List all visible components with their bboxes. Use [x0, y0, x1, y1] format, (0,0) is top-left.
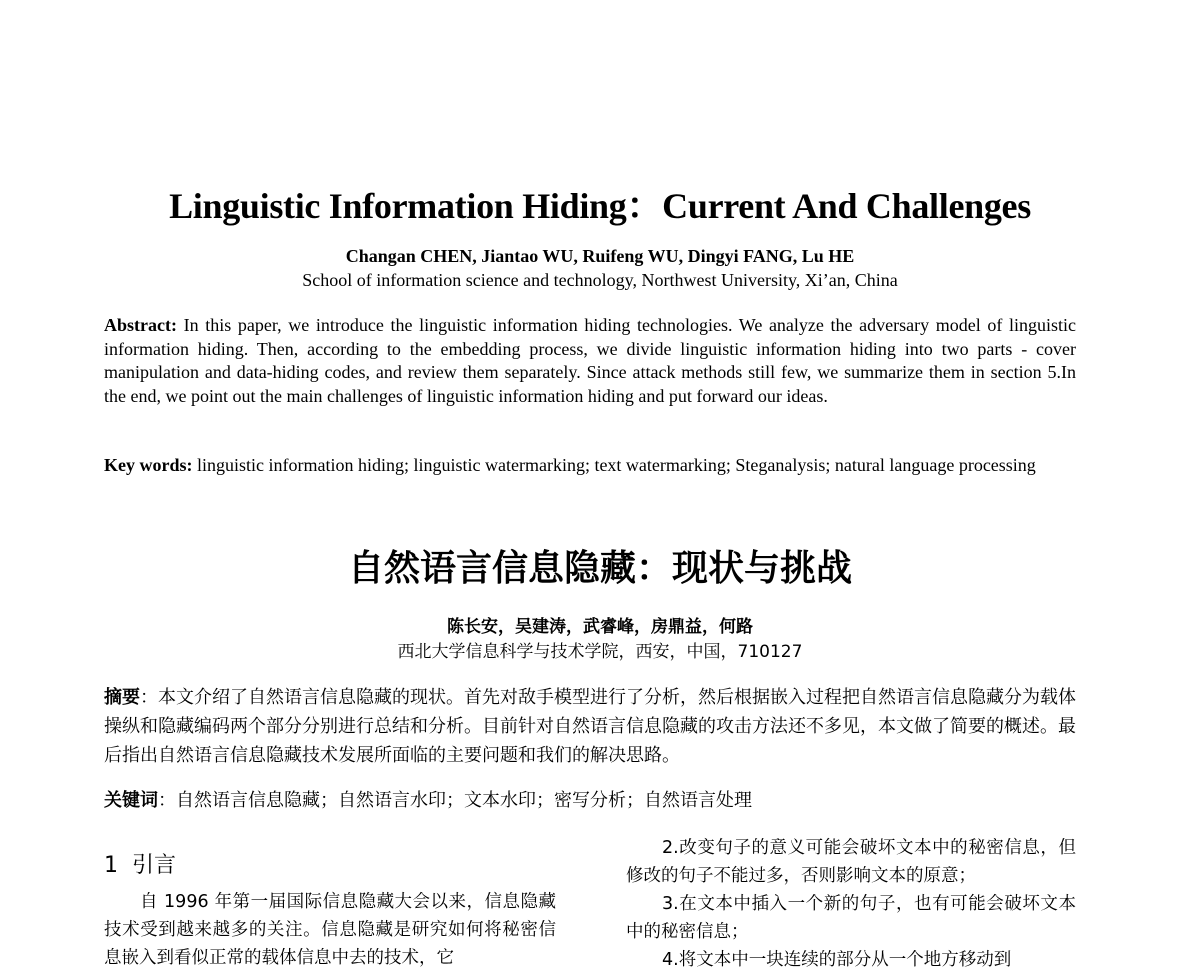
authors-en: Changan CHEN, Jiantao WU, Ruifeng WU, Dingyi FANG, Lu HE: [345, 246, 855, 266]
affiliation-zh: 西北大学信息科学与技术学院，西安，中国，710127: [397, 642, 803, 662]
authors-zh: 陈长安，吴建涛，武睿峰，房鼎益，何路: [447, 617, 753, 637]
abstract-en-label: Abstract:: [104, 315, 177, 335]
section-number: 1: [104, 853, 118, 878]
keywords-en-text: linguistic information hiding; linguistic watermarking; text watermarking; Steganalysis; natural language processing: [197, 455, 1036, 475]
paper-title-en: Linguistic Information Hiding：Current And Challenges: [169, 186, 1031, 226]
intro-paragraph: 自 1996 年第一届国际信息隐藏大会以来，信息隐藏技术受到越来越多的关注。信息隐藏是研究如何将秘密信息嵌入到看似正常的载体信息中去的技术，它: [104, 892, 556, 968]
left-column: [104, 888, 556, 972]
keywords-zh-text: ：自然语言信息隐藏；自然语言水印；文本水印；密写分析；自然语言处理: [158, 790, 752, 811]
abstract-zh: [104, 683, 1076, 770]
affiliation-en: School of information science and technology, Northwest University, Xi’an, China: [302, 270, 898, 290]
keywords-en-label: Key words:: [104, 455, 193, 475]
keywords-zh: [104, 786, 1076, 815]
list-item-3: 3.在文本中插入一个新的句子，也有可能会破坏文本中的秘密信息；: [626, 894, 1076, 942]
list-item-4: 4.将文本中一块连续的部分从一个地方移动到: [662, 950, 1012, 970]
section-heading: [104, 848, 176, 879]
section-title: 引言: [132, 853, 177, 878]
abstract-zh-text: ：本文介绍了自然语言信息隐藏的现状。首先对敌手模型进行了分析，然后根据嵌入过程把自然语言信息隐藏分为载体操纵和隐藏编码两个部分分别进行总结和分析。目前针对自然语言信息隐藏的攻击方法还不多见，本文做了简要的概述。最后指出自然语言信息隐藏技术发展所面临的主要问题和我们的解决思路。: [104, 687, 1076, 766]
keywords-en: [104, 454, 1076, 478]
abstract-en-text: In this paper, we introduce the linguistic information hiding technologies. We analyze the adversary model of linguistic information hiding. Then, according to the embedding process, we divide linguistic information hiding into two parts - cover manipulation and data-hiding codes, and review them separately. Since attack methods still few, we summarize them in section 5.In the end, we point out the main challenges of linguistic information hiding and put forward our ideas.: [104, 315, 1076, 406]
right-column: [626, 834, 1076, 974]
list-item-2: 2.改变句子的意义可能会破坏文本中的秘密信息，但修改的句子不能过多，否则影响文本的原意；: [626, 838, 1076, 886]
abstract-en: [104, 314, 1076, 408]
abstract-zh-label: 摘要: [104, 687, 140, 708]
paper-title-zh: 自然语言信息隐藏：现状与挑战: [347, 548, 852, 589]
keywords-zh-label: 关键词: [104, 790, 158, 811]
